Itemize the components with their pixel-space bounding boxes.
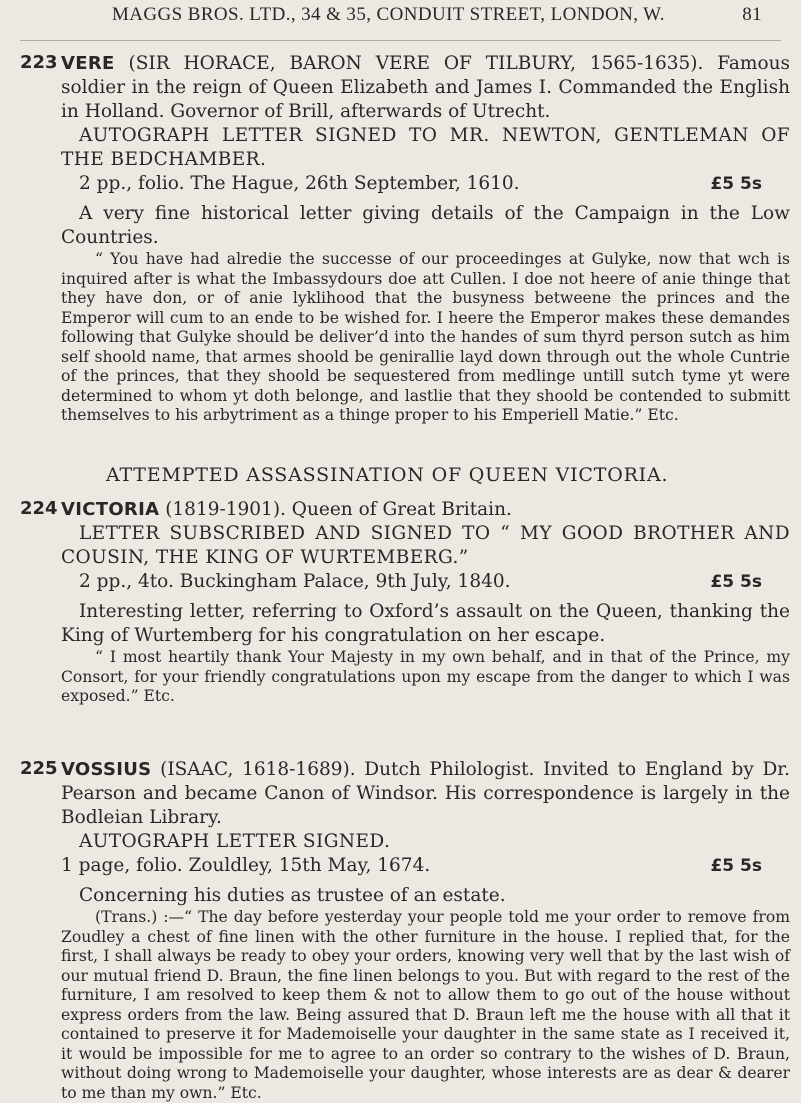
lot-number: 223 [20,52,58,73]
lot-title: AUTOGRAPH LETTER SIGNED. [79,831,391,852]
lot-description [61,758,790,830]
lot-name-rest: (ISAAC, 1618-1689). Dutch Philologist. Invited to England by Dr. Pearson and became Canon of Windsor. His correspondence is largely in the Bodleian Library. [61,759,790,828]
lot-name-rest: (SIR HORACE, BARON VERE OF TILBURY, 1565-1635). Famous soldier in the reign of Queen Elizabeth and James I. Commanded the English in Holland. Governor of Brill, afterwards of Utrecht. [61,53,790,122]
header-rule [20,40,781,41]
lot-description [61,498,790,522]
running-title: MAGGS BROS. LTD., 34 & 35, CONDUIT STREET, LONDON, W. [112,4,665,25]
lot-details: 1 page, folio. Zouldley, 15th May, 1674. [61,855,431,876]
lot-title: AUTOGRAPH LETTER SIGNED TO MR. NEWTON, GENTLEMAN OF THE BEDCHAMBER. [61,125,790,170]
lot-quote: (Trans.) :—“ The day before yesterday your people told me your order to remove from Zoudley a chest of fine linen with the other furniture in the house. I replied that, for the first, I shall always be ready to obey your orders, knowing very well that by the last wish of our mutual friend D. Braun, the fine linen belongs to you. But with regard to the rest of the furniture, I am resolved to keep them & not to allow them to go out of the house without express orders from the law. Being assured that D. Braun left me the house with all that it contained to preserve it for Mademoiselle your daughter in the same state as I received it, it would be impossible for me to agree to an order so contrary to the wishes of D. Braun, without doing wrong to Mademoiselle your daughter, whose interests are as dear & dearer to me than my own.” Etc. [61,908,790,1102]
lot-name: VOSSIUS [61,759,152,780]
lot-price: £5 5s [710,174,762,194]
lot-note: Interesting letter, referring to Oxford’s assault on the Queen, thanking the King of Wurtemberg for his congratulation on her escape. [61,601,790,646]
lot-name-rest: (1819-1901). Queen of Great Britain. [159,499,512,520]
lot-entry [20,52,790,426]
lot-name: VERE [61,53,115,74]
lot-details-line [61,172,790,196]
lot-number: 225 [20,758,58,779]
lot-description [61,52,790,124]
section-heading: ATTEMPTED ASSASSINATION OF QUEEN VICTORIA. [106,464,669,486]
lot-details-line [61,854,790,878]
lot-entry [20,758,790,1103]
lot-details: 2 pp., 4to. Buckingham Palace, 9th July, 1840. [79,571,511,592]
lot-quote: “ You have had alredie the successe of our proceedinges at Gulyke, now that wch is inquired after is what the Imbassydours doe att Cullen. I doe not heere of anie thinge that they have don, or of anie lyklihood that the busyness betweene the princes and the Emperor will cum to an ende to be wished for. I heere the Emperor makes these demandes following that Gulyke should be deliver’d into the handes of sum thyrd person sutch as him self shoold name, that armes shoold be genirallie layd down through out the whole Cuntrie of the princes, that they shoold be sequestered from medlinge untill sutch tyme yt were determined to whom yt doth belonge, and lastlie that they shoold be contended to submitt themselves to his arbytriment as a thinge proper to his Emperiell Matie.” Etc. [61,250,790,424]
lot-title: LETTER SUBSCRIBED AND SIGNED TO “ MY GOOD BROTHER AND COUSIN, THE KING OF WURTEMBERG.” [61,523,790,568]
lot-entry [20,498,790,707]
lot-note: Concerning his duties as trustee of an estate. [79,885,506,906]
lot-price: £5 5s [710,572,762,592]
lot-name: VICTORIA [61,499,160,520]
page-number: 81 [742,4,762,25]
lot-number: 224 [20,498,58,519]
lot-note: A very fine historical letter giving details of the Campaign in the Low Countries. [61,203,790,248]
lot-details: 2 pp., folio. The Hague, 26th September, 1610. [79,173,520,194]
lot-details-line [61,570,790,594]
lot-quote: “ I most heartily thank Your Majesty in my own behalf, and in that of the Prince, my Consort, for your friendly congratulations upon my escape from the danger to which I was exposed.” Etc. [61,648,790,705]
lot-price: £5 5s [710,856,762,876]
running-header [112,4,762,26]
